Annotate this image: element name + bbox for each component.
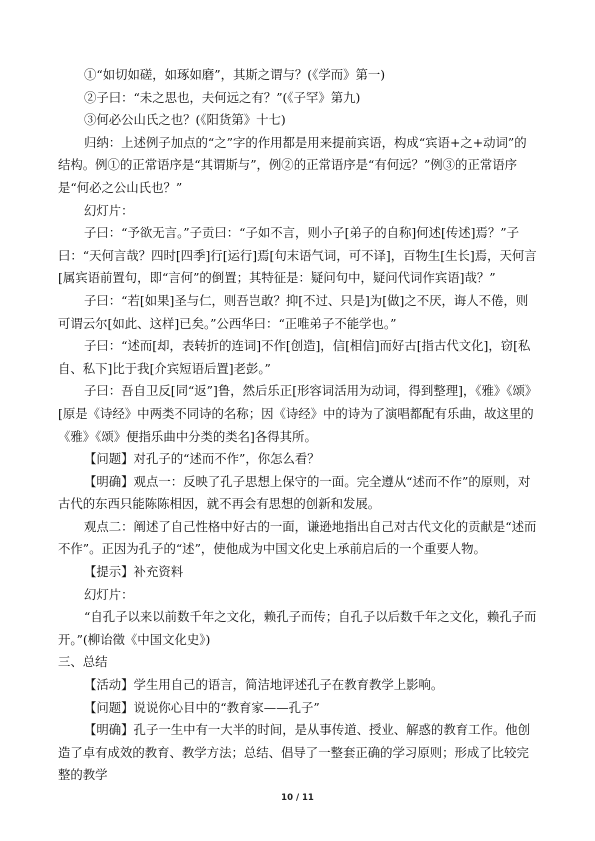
answer-paragraph-final: 【明确】孔子一生中有一大半的时间，是从事传道、授业、解惑的教育工作。他创造了卓有成效的教育、教学方法；总结、倡导了一整套正确的学习原则；形成了比较完整的教学 bbox=[58, 722, 531, 783]
quote-paragraph-2: 子曰：“若[如果]圣与仁，则吾岂敢？抑[不过、只是]为[做]之不厌，诲人不倦，则可谓云尔[如此、这样]已矣。”公西华曰：“正唯弟子不能学也。” bbox=[58, 292, 529, 331]
page-number: 10 / 11 bbox=[281, 793, 314, 803]
example-line-3: ③何必公山氏之也？(《阳货第》十七) bbox=[84, 112, 286, 128]
page-content bbox=[58, 64, 538, 787]
citation-paragraph: “自孔子以来以前数千年之文化，赖孔子而传；自孔子以后数千年之文化，赖孔子而开。”(柳诒徵《中国文化史》) bbox=[58, 609, 537, 647]
question-paragraph-2: 【问题】说说你心目中的“教育家——孔子” bbox=[84, 699, 320, 715]
slide-label-2: 幻灯片： bbox=[84, 586, 134, 602]
quote-paragraph-4: 子曰：吾自卫反[同“返”]鲁，然后乐正[形容词活用为动词，得到整理]，《雅》《颂》[原是《诗经》中两类不同诗的名称；因《诗经》中的诗为了演唱都配有乐曲，故这里的《雅》《颂》便指乐曲中分类的类名]各得其所。 bbox=[58, 383, 538, 444]
activity-paragraph: 【活动】学生用自己的语言，简洁地评述孔子在教育教学上影响。 bbox=[84, 677, 444, 693]
example-line-2: ②子曰：“未之思也，夫何远之有？”(《子罕》第九) bbox=[84, 89, 361, 105]
section-heading-summary: 三、总结 bbox=[58, 654, 108, 670]
hint-paragraph: 【提示】补充资料 bbox=[84, 564, 184, 580]
answer-view-1: 【明确】观点一：反映了孔子思想上保守的一面。完全遵从“述而不作”的原则，对古代的东西只能陈陈相因，就不再会有思想的创新和发展。 bbox=[58, 473, 531, 512]
question-paragraph: 【问题】对孔子的“述而不作”，你怎么看？ bbox=[84, 451, 320, 467]
summary-paragraph: 归纳：上述例子加点的“之”字的作用都是用来提前宾语，构成“宾语+之+动词”的结构。例①的正常语序是“其谓斯与”，例②的正常语序是“有何远？”例③的正常语序是“何必之公山氏也？” bbox=[58, 134, 527, 195]
answer-view-2: 观点二：阐述了自己性格中好古的一面，谦逊地指出自己对古代文化的贡献是“述而不作”。正因为孔子的“述”，使他成为中国文化史上承前启后的一个重要人物。 bbox=[58, 518, 537, 557]
quote-paragraph-1: 子曰：“予欲无言。”子贡曰：“子如不言，则小子[弟子的自称]何述[传述]焉？”子曰：“天何言哉？四时[四季]行[运行]焉[句末语气词，可不译]，百物生[生长]焉，天何言[属宾语前置句，即“言何”的倒置；其特征是：疑问句中，疑问代词作宾语]哉？” bbox=[58, 225, 537, 286]
slide-label-1: 幻灯片： bbox=[84, 202, 134, 218]
quote-paragraph-3: 子曰：“述而[却，表转折的连词]不作[创造]，信[相信]而好古[指古代文化]，窃[私自、私下]比于我[介宾短语后置]老彭。” bbox=[58, 338, 531, 376]
example-line-1: ①“如切如磋，如琢如磨”，其斯之谓与？(《学而》第一) bbox=[84, 67, 386, 82]
